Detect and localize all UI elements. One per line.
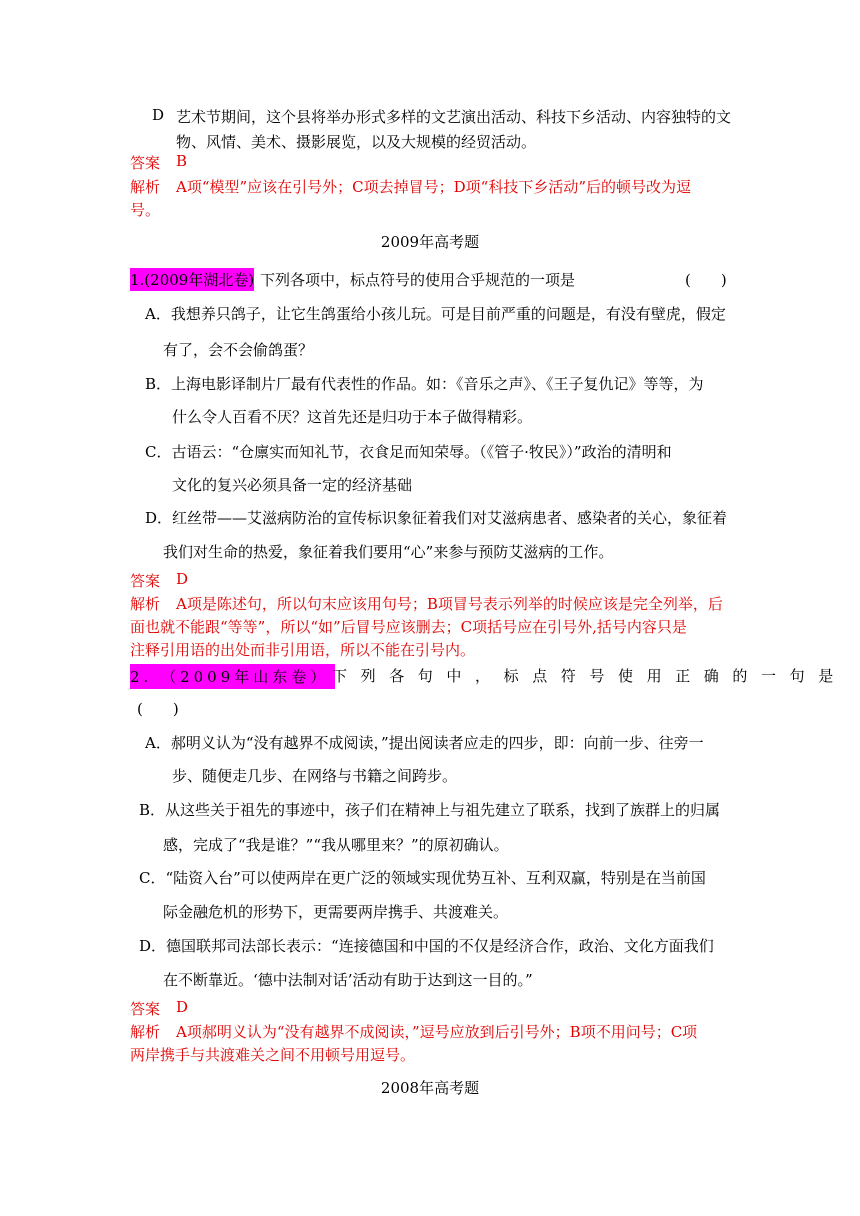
question-1-answer-label: 答案 <box>130 572 161 590</box>
question-1-option-b-line-2: 什么令人百看不厌？这首先还是归功于本子做得精彩。 <box>172 408 533 426</box>
analysis-label: 解析 <box>130 178 161 196</box>
question-1-analysis-line-1: A项是陈述句，所以句末应该用句号；B项冒号表示列举的时候应该是完全列举，后 <box>176 595 723 613</box>
question-2-stem: 下列各句中，标点符号使用正确的一句是 <box>332 667 847 685</box>
question-2-option-d-line-2: 在不断靠近。‘德中法制对话’活动有助于达到这一目的。” <box>163 971 533 989</box>
question-1-stem: 下列各项中，标点符号的使用合乎规范的一项是 <box>260 271 576 289</box>
question-2-source: 2. （2009年山东卷） <box>130 664 335 689</box>
analysis-line-1: A项“模型”应该在引号外；C项去掉冒号；D项“科技下乡活动”后的顿号改为逗 <box>176 178 692 196</box>
section-heading-2009: 2009年高考题 <box>380 233 480 251</box>
question-2-option-a-line-2: 步、随便走几步、在网络与书籍之间跨步。 <box>172 767 458 785</box>
question-1-option-b-line-1: B．上海电影译制片厂最有代表性的作品。如：《音乐之声》、《王子复仇记》等等，为 <box>145 375 704 393</box>
option-d-line-1: 艺术节期间，这个县将举办形式多样的文艺演出活动、科技下乡活动、内容独特的文 <box>176 108 732 126</box>
question-2-analysis-line-1: A项郝明义认为“没有越界不成阅读，”逗号应放到后引号外；B项不用问号；C项 <box>176 1023 698 1041</box>
question-2-answer-value: D <box>176 998 189 1016</box>
question-2-option-c-line-2: 际金融危机的形势下，更需要两岸携手、共渡难关。 <box>163 903 509 921</box>
question-2-analysis-label: 解析 <box>130 1023 161 1041</box>
question-1-option-d-line-2: 我们对生命的热爱，象征着我们要用“心”来参与预防艾滋病的工作。 <box>163 543 614 561</box>
question-1-paren: ( ) <box>685 271 727 289</box>
question-1-source: 1.(2009年湖北卷) <box>130 268 254 291</box>
answer-label: 答案 <box>130 154 161 172</box>
question-1-option-c-line-2: 文化的复兴必须具备一定的经济基础 <box>172 476 413 494</box>
analysis-line-2: 号。 <box>130 201 161 219</box>
question-2-paren: ( ) <box>137 700 179 718</box>
question-2-option-b-line-1: B．从这些关于祖先的事迹中，孩子们在精神上与祖先建立了联系，找到了族群上的归属 <box>139 801 721 819</box>
question-2-option-d-line-1: D．德国联邦司法部长表示：“连接德国和中国的不仅是经济合作，政治、文化方面我们 <box>139 937 714 955</box>
question-2-option-c-line-1: C．“陆资入台”可以使两岸在更广泛的领域实现优势互补、互利双赢，特别是在当前国 <box>139 869 706 887</box>
question-2-analysis-line-2: 两岸携手与共渡难关之间不用顿号用逗号。 <box>130 1046 416 1064</box>
question-1-analysis-line-3: 注释引用语的出处而非引用语，所以不能在引号内。 <box>130 641 476 659</box>
question-1-option-a-line-1: A．我想养只鸽子，让它生鸽蛋给小孩儿玩。可是目前严重的问题是，有没有壁虎，假定 <box>145 305 726 323</box>
question-1-option-c-line-1: C．古语云：“仓廪实而知礼节，衣食足而知荣辱。（《管子·牧民》）”政治的清明和 <box>145 443 672 461</box>
answer-value: B <box>176 152 188 170</box>
question-1-option-d-line-1: D．红丝带——艾滋病防治的宣传标识象征着我们对艾滋病患者、感染者的关心，象征着 <box>145 509 728 527</box>
question-1-analysis-label: 解析 <box>130 595 161 613</box>
section-heading-2008: 2008年高考题 <box>380 1079 480 1097</box>
question-2-option-b-line-2: 感，完成了“我是谁？”“我从哪里来？”的原初确认。 <box>163 836 509 854</box>
option-d-line-2: 物、风情、美术、摄影展览，以及大规模的经贸活动。 <box>176 133 537 151</box>
question-1-option-a-line-2: 有了，会不会偷鸽蛋？ <box>163 341 314 359</box>
question-1-answer-value: D <box>176 570 189 588</box>
option-d-label: D <box>152 106 165 124</box>
question-1-analysis-line-2: 面也就不能跟“等等”，所以“如”后冒号应该删去；C项括号应在引号外,括号内容只是 <box>130 618 687 636</box>
question-2-answer-label: 答案 <box>130 1000 161 1018</box>
question-2-option-a-line-1: A．郝明义认为“没有越界不成阅读，”提出阅读者应走的四步，即：向前一步、往旁一 <box>145 734 704 752</box>
